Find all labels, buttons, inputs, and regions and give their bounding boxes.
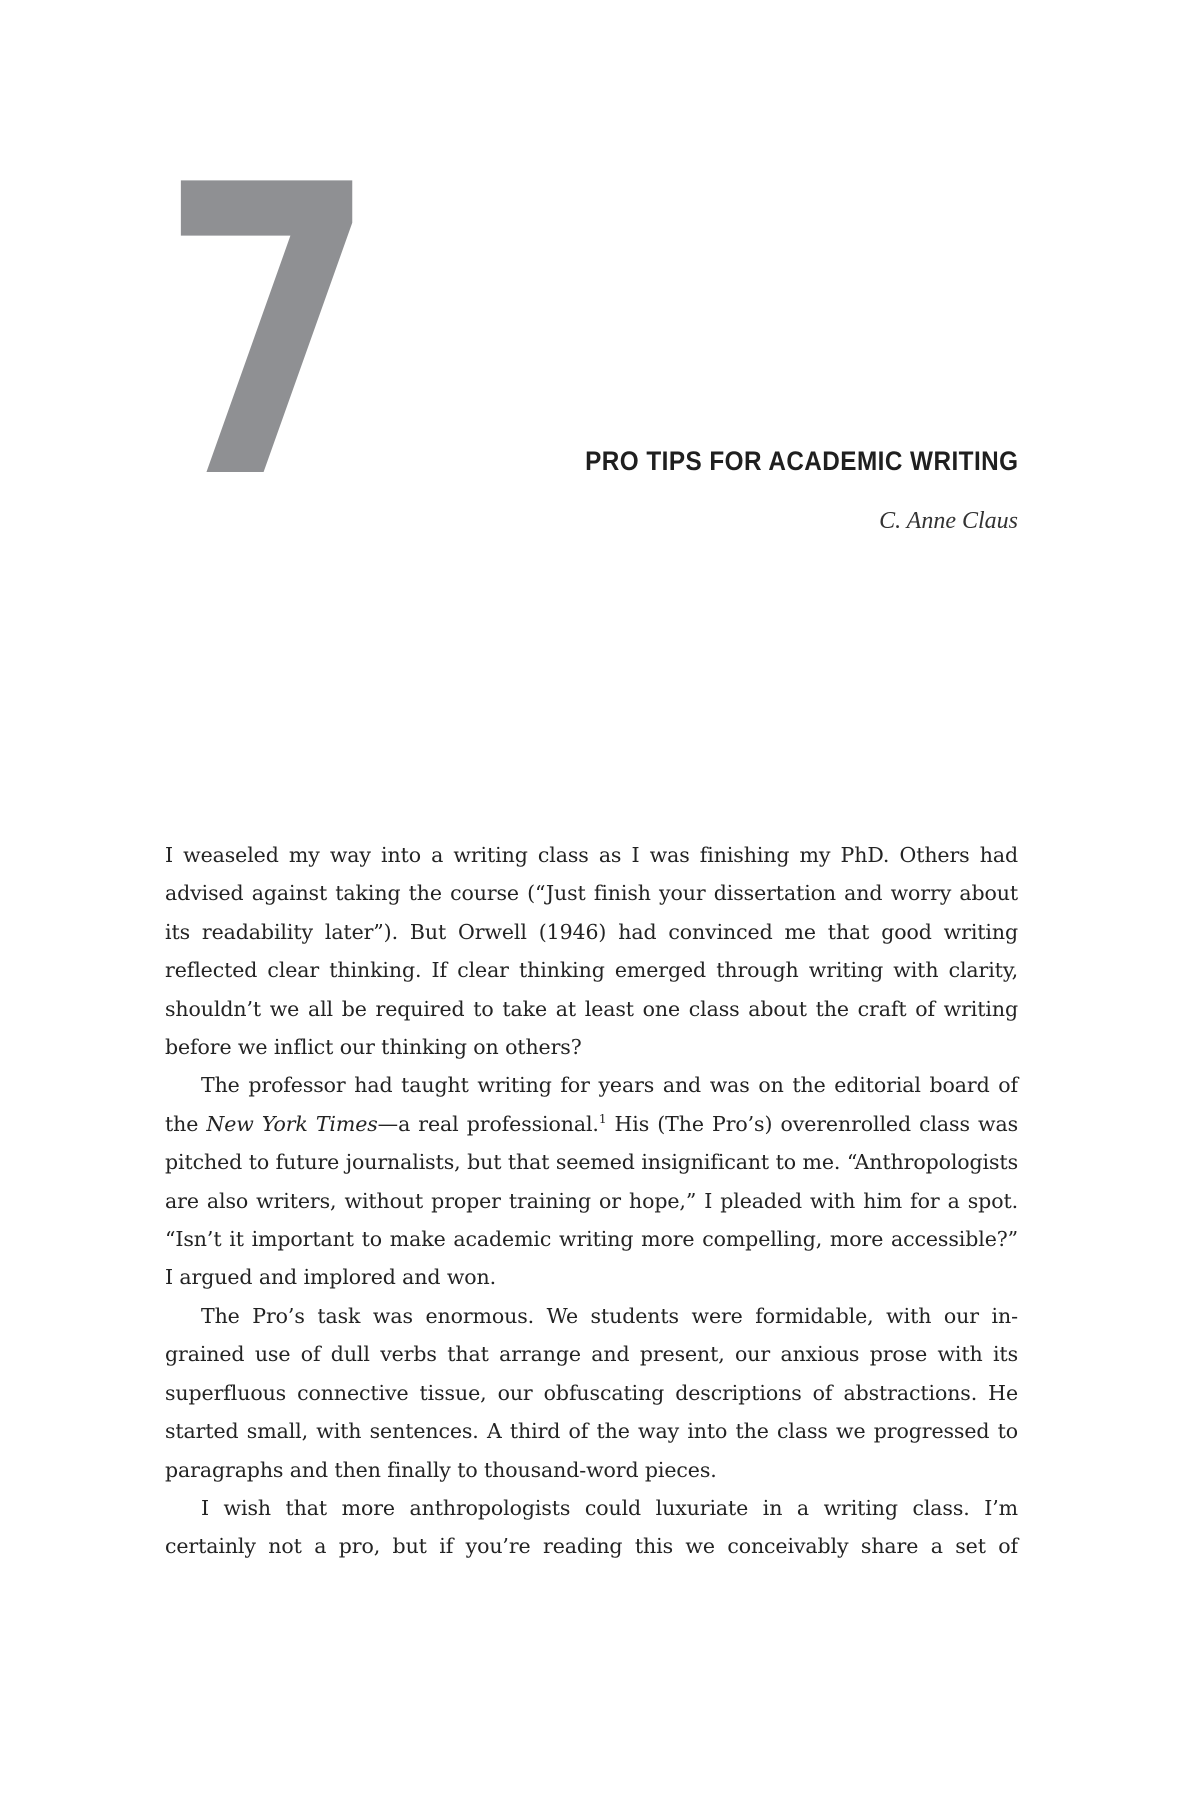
newspaper-title: New York Times <box>206 1111 378 1136</box>
chapter-title: PRO TIPS FOR ACADEMIC WRITING <box>584 446 1018 476</box>
paragraph-2-part-2: —a real professional. <box>377 1111 599 1136</box>
paragraph-4: I wish that more anthropologists could luxuriate in a writing class. I’m certainly not a pro, but if you’re reading this we conceivably share a set of <box>165 1495 1018 1559</box>
chapter-number: 7 <box>160 102 370 567</box>
body-text <box>165 836 1018 1566</box>
paragraph-2 <box>165 1066 1018 1296</box>
paragraph-2-part-3: His (The Pro’s) overenrolled class was pitched to future journalists, but that seemed insignificant to me. “Anthropologists are also writers, without proper training or hope,” I pleaded with him for a spot. “Isn’t it important to make academic writing more compelling, more accessible?” I argued and implored and won. <box>165 1111 1018 1290</box>
footnote-marker: 1 <box>598 1111 607 1126</box>
chapter-author: C. Anne Claus <box>879 508 1018 534</box>
paragraph-1: I weaseled my way into a writing class as I was finishing my PhD. Others had advised against taking the course (“Just finish your dissertation and worry about its readability later”). But Orwell (1946) had convinced me that good writing reflected clear thinking. If clear thinking emerged through writing with clarity, shouldn’t we all be required to take at least one class about the craft of writing before we inflict our thinking on others? <box>165 843 1018 1060</box>
paragraph-2-part-1: The professor had taught writing for years and was on the editorial board of the <box>165 1073 1018 1136</box>
paragraph-3: The Pro’s task was enormous. We students were formidable, with our ingrained use of dull verbs that arrange and present, our anxious prose with its superfluous connective tissue, our obfuscating descriptions of abstractions. He started small, with sentences. A third of the way into the class we progressed to paragraphs and then finally to thousand-word pieces. <box>165 1303 1018 1482</box>
